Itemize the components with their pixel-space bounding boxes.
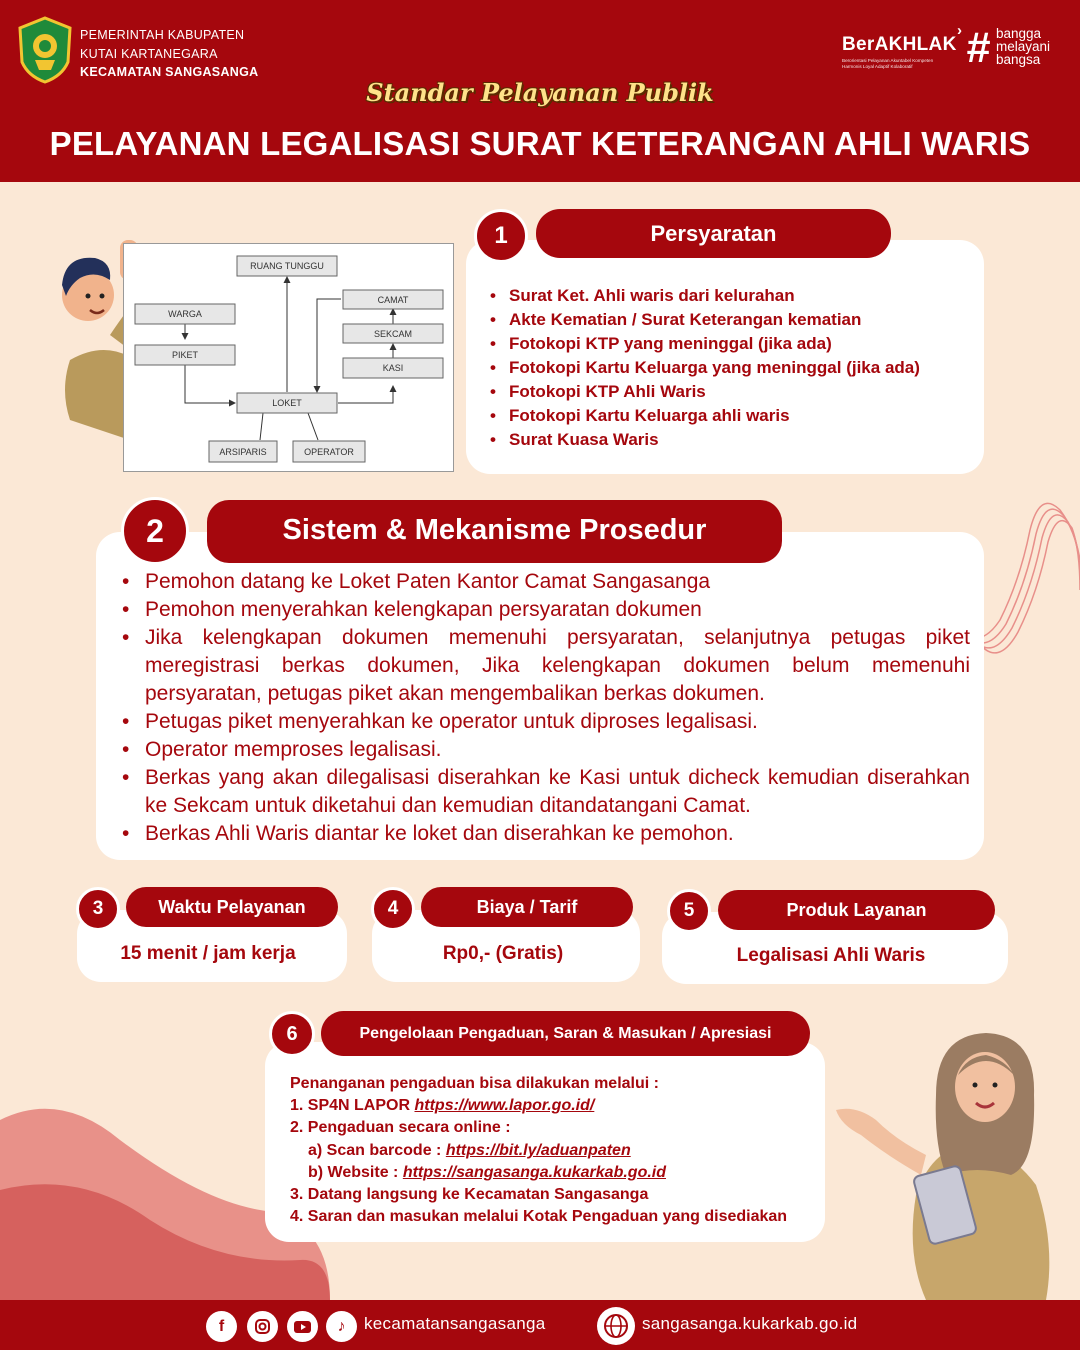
- officer-woman-illustration: [836, 1025, 1066, 1300]
- procedure-header: Sistem & Mekanisme Prosedur: [207, 500, 782, 563]
- flow-node-kasi: KASI: [382, 363, 404, 373]
- section-number-6: 6: [269, 1011, 315, 1057]
- page-title: PELAYANAN LEGALISASI SURAT KETERANGAN AHLI WARIS: [49, 125, 1031, 162]
- procedure-item: • Pemohon menyerahkan kelengkapan persyaratan dokumen: [120, 596, 970, 624]
- bangga-line-3: bangsa: [996, 52, 1041, 67]
- berakhlak-tag-1: Berorientasi Pelayanan Akuntabel Kompeten: [842, 58, 934, 63]
- procedure-item: • Petugas piket menyerahkan ke operator untuk diproses legalisasi.: [120, 708, 970, 736]
- berakhlak-word: BerAKHLAK: [842, 34, 957, 55]
- service-time-value: 15 menit / jam kerja: [120, 943, 296, 964]
- bangga-line-1: bangga: [996, 26, 1042, 41]
- procedure-item: • Operator memproses legalisasi.: [120, 736, 970, 764]
- kutai-kartanegara-emblem-icon: [18, 16, 72, 84]
- berakhlak-tagline: [842, 58, 933, 69]
- procedure-item: • Jika kelengkapan dokumen memenuhi persyaratan, selanjutnya petugas piket meregistrasi berkas dokumen, Jika kelengkapan dokumen belum memenuhi persyaratan, petugas piket akan mengembalikan berkas dokumen.: [120, 624, 970, 708]
- flow-node-warga: WARGA: [168, 309, 202, 319]
- berakhlak-tag-2: Harmonis Loyal Adaptif Kolaboratif: [842, 63, 913, 69]
- gov-line-2: KUTAI KARTANEGARA: [80, 46, 218, 61]
- footer: [0, 1300, 1080, 1350]
- section-number-4: 4: [371, 887, 415, 931]
- complaint-label-lapor: 1. SP4N LAPOR: [290, 1097, 415, 1115]
- complaint-label-barcode: a) Scan barcode :: [308, 1141, 446, 1159]
- facebook-icon[interactable]: f: [206, 1311, 237, 1342]
- section-number-1: 1: [474, 209, 528, 263]
- social-handle: kecamatansangasanga: [364, 1314, 546, 1333]
- flow-node-arsiparis: ARSIPARIS: [219, 447, 267, 457]
- fee-value: Rp0,- (Gratis): [442, 943, 564, 964]
- procedure-item: • Pemohon datang ke Loket Paten Kantor Camat Sangasanga: [120, 568, 970, 596]
- complaint-header: Pengelolaan Pengaduan, Saran & Masukan / Apresiasi: [321, 1011, 810, 1056]
- flowchart: [123, 243, 454, 472]
- complaint-line-4: 4. Saran dan masukan melalui Kotak Pengaduan yang disediakan: [290, 1208, 788, 1226]
- flow-node-camat: CAMAT: [377, 295, 409, 305]
- complaint-label-website: b) Website :: [308, 1163, 403, 1181]
- product-value: Legalisasi Ahli Waris: [736, 945, 926, 966]
- flow-node-piket: PIKET: [171, 350, 199, 360]
- chevron-right-icon: ›: [957, 22, 962, 39]
- complaint-line-2: 2. Pengaduan secara online :: [290, 1119, 511, 1137]
- complaint-line-1: [290, 1095, 787, 1117]
- requirement-item: • Fotokopi Kartu Keluarga ahli waris: [490, 404, 920, 428]
- complaint-line-2b: [290, 1162, 787, 1184]
- service-time-header: Waktu Pelayanan: [126, 887, 338, 927]
- complaint-line-2a: [290, 1140, 787, 1162]
- barcode-link[interactable]: https://bit.ly/aduanpaten: [445, 1141, 631, 1159]
- website-link[interactable]: https://sangasanga.kukarkab.go.id: [402, 1163, 666, 1181]
- instagram-icon[interactable]: [247, 1311, 278, 1342]
- section-number-2: 2: [121, 497, 189, 565]
- hashtag-icon: #: [966, 24, 990, 72]
- page-subtitle: Standar Pelayanan Publik: [366, 78, 714, 107]
- requirements-list: [490, 284, 920, 452]
- footer-website[interactable]: sangasanga.kukarkab.go.id: [642, 1314, 858, 1333]
- bangga-line-2: melayani: [996, 39, 1051, 54]
- flow-node-ruang-tunggu: RUANG TUNGGU: [250, 261, 324, 271]
- section-number-5: 5: [667, 889, 711, 933]
- berakhlak-logo: [842, 22, 1067, 72]
- requirement-item: • Fotokopi KTP Ahli Waris: [490, 380, 920, 404]
- gov-line-3: KECAMATAN SANGASANGA: [80, 65, 259, 79]
- requirement-item: • Akte Kematian / Surat Keterangan kematian: [490, 308, 920, 332]
- section-number-3: 3: [76, 887, 120, 931]
- fee-header: Biaya / Tarif: [421, 887, 633, 927]
- procedure-item: • Berkas yang akan dilegalisasi diserahkan ke Kasi untuk dicheck kemudian diserahkan ke Sekcam untuk diketahui dan kemudian ditandatangani Camat.: [120, 764, 970, 820]
- globe-icon: [597, 1307, 635, 1345]
- product-header: Produk Layanan: [718, 890, 995, 930]
- government-name: [80, 26, 258, 82]
- lapor-link[interactable]: https://www.lapor.go.id/: [414, 1097, 595, 1115]
- bangga-melayani-bangsa: [996, 27, 1050, 66]
- flow-node-loket: LOKET: [272, 398, 302, 408]
- flow-node-operator: OPERATOR: [304, 447, 354, 457]
- requirements-header: Persyaratan: [536, 209, 891, 258]
- gov-line-1: PEMERINTAH KABUPATEN: [80, 28, 245, 42]
- complaint-line-3: 3. Datang langsung ke Kecamatan Sangasanga: [290, 1186, 649, 1204]
- tiktok-icon[interactable]: ♪: [326, 1311, 357, 1342]
- complaint-intro: Penanganan pengaduan bisa dilakukan melalui :: [290, 1075, 659, 1092]
- flow-node-sekcam: SEKCAM: [373, 329, 413, 339]
- complaint-details: [290, 1073, 787, 1228]
- requirement-item: • Fotokopi Kartu Keluarga yang meninggal (jika ada): [490, 356, 920, 380]
- requirement-item: • Surat Kuasa Waris: [490, 428, 920, 452]
- procedure-list: [120, 568, 970, 848]
- requirement-item: • Surat Ket. Ahli waris dari kelurahan: [490, 284, 920, 308]
- header: [0, 0, 1080, 182]
- procedure-item: • Berkas Ahli Waris diantar ke loket dan diserahkan ke pemohon.: [120, 820, 970, 848]
- requirement-item: • Fotokopi KTP yang meninggal (jika ada): [490, 332, 920, 356]
- youtube-icon[interactable]: [287, 1311, 318, 1342]
